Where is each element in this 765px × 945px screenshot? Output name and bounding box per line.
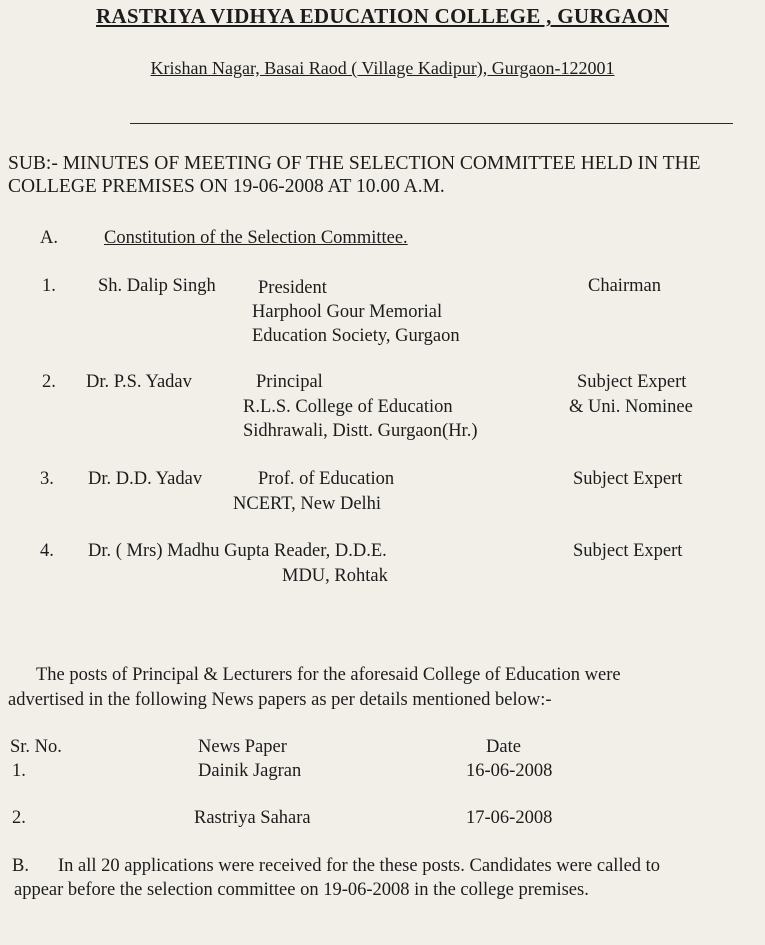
designation-line: President [258, 278, 327, 298]
member-role: Subject Expert [573, 469, 683, 489]
section-a-heading: Constitution of the Selection Committee. [104, 228, 408, 248]
newspaper-name: Dainik Jagran [198, 761, 302, 781]
member-number: 1. [42, 276, 56, 296]
header-divider [130, 123, 733, 124]
member-number: 2. [42, 372, 56, 392]
newspaper-date: 17-06-2008 [466, 808, 553, 828]
subject-heading [8, 152, 701, 198]
col-header-news-paper: News Paper [198, 737, 287, 757]
designation-line: R.L.S. College of Education [243, 397, 453, 417]
member-name: Sh. Dalip Singh [98, 276, 216, 296]
member-role: Subject Expert [573, 541, 683, 561]
designation-line: NCERT, New Delhi [233, 494, 382, 514]
section-b-line-2: appear before the selection committee on 19-06-2008 in the college premises. [14, 880, 589, 900]
member-role: Chairman [588, 276, 661, 296]
col-header-sr-no: Sr. No. [10, 737, 62, 757]
designation-line: Principal [256, 372, 323, 392]
member-name: Dr. P.S. Yadav [86, 372, 192, 392]
newspaper-date: 16-06-2008 [466, 761, 553, 781]
newspaper-sr: 1. [12, 761, 26, 781]
member-designation [258, 276, 327, 300]
member-number: 4. [40, 541, 54, 561]
designation-line: Prof. of Education [258, 469, 395, 489]
member-name: Dr. D.D. Yadav [88, 469, 203, 489]
college-name: RASTRIYA VIDHYA EDUCATION COLLEGE , GURGAON [95, 4, 670, 28]
member-name: Dr. ( Mrs) Madhu Gupta Reader, D.D.E. [88, 541, 387, 561]
subject-line-1: SUB:- MINUTES OF MEETING OF THE SELECTION COMMITTEE HELD IN THE [8, 153, 701, 174]
advert-line-2: advertised in the following News papers as per details mentioned below:- [8, 690, 552, 710]
section-b-label: B. [12, 856, 29, 876]
subject-line-2: COLLEGE PREMISES ON 19-06-2008 AT 10.00 A.M. [8, 176, 445, 197]
member-number: 3. [40, 469, 54, 489]
designation-line: Harphool Gour Memorial [252, 302, 443, 322]
section-b-line-1: In all 20 applications were received for the these posts. Candidates were called to [58, 856, 661, 876]
designation-line: MDU, Rohtak [282, 566, 388, 586]
designation-line: Sidhrawali, Distt. Gurgaon(Hr.) [243, 421, 478, 441]
college-address: Krishan Nagar, Basai Raod ( Village Kadipur), Gurgaon-122001 [150, 58, 615, 78]
newspaper-name: Rastriya Sahara [194, 808, 311, 828]
designation-line: Education Society, Gurgaon [252, 326, 460, 346]
member-role: & Uni. Nominee [569, 397, 693, 417]
member-designation-cont [252, 300, 460, 348]
member-role: Subject Expert [577, 372, 687, 392]
newspaper-sr: 2. [12, 808, 26, 828]
section-a-label: A. [40, 228, 58, 248]
col-header-date: Date [486, 737, 521, 757]
advert-line-1: The posts of Principal & Lecturers for the aforesaid College of Education were [36, 665, 621, 685]
